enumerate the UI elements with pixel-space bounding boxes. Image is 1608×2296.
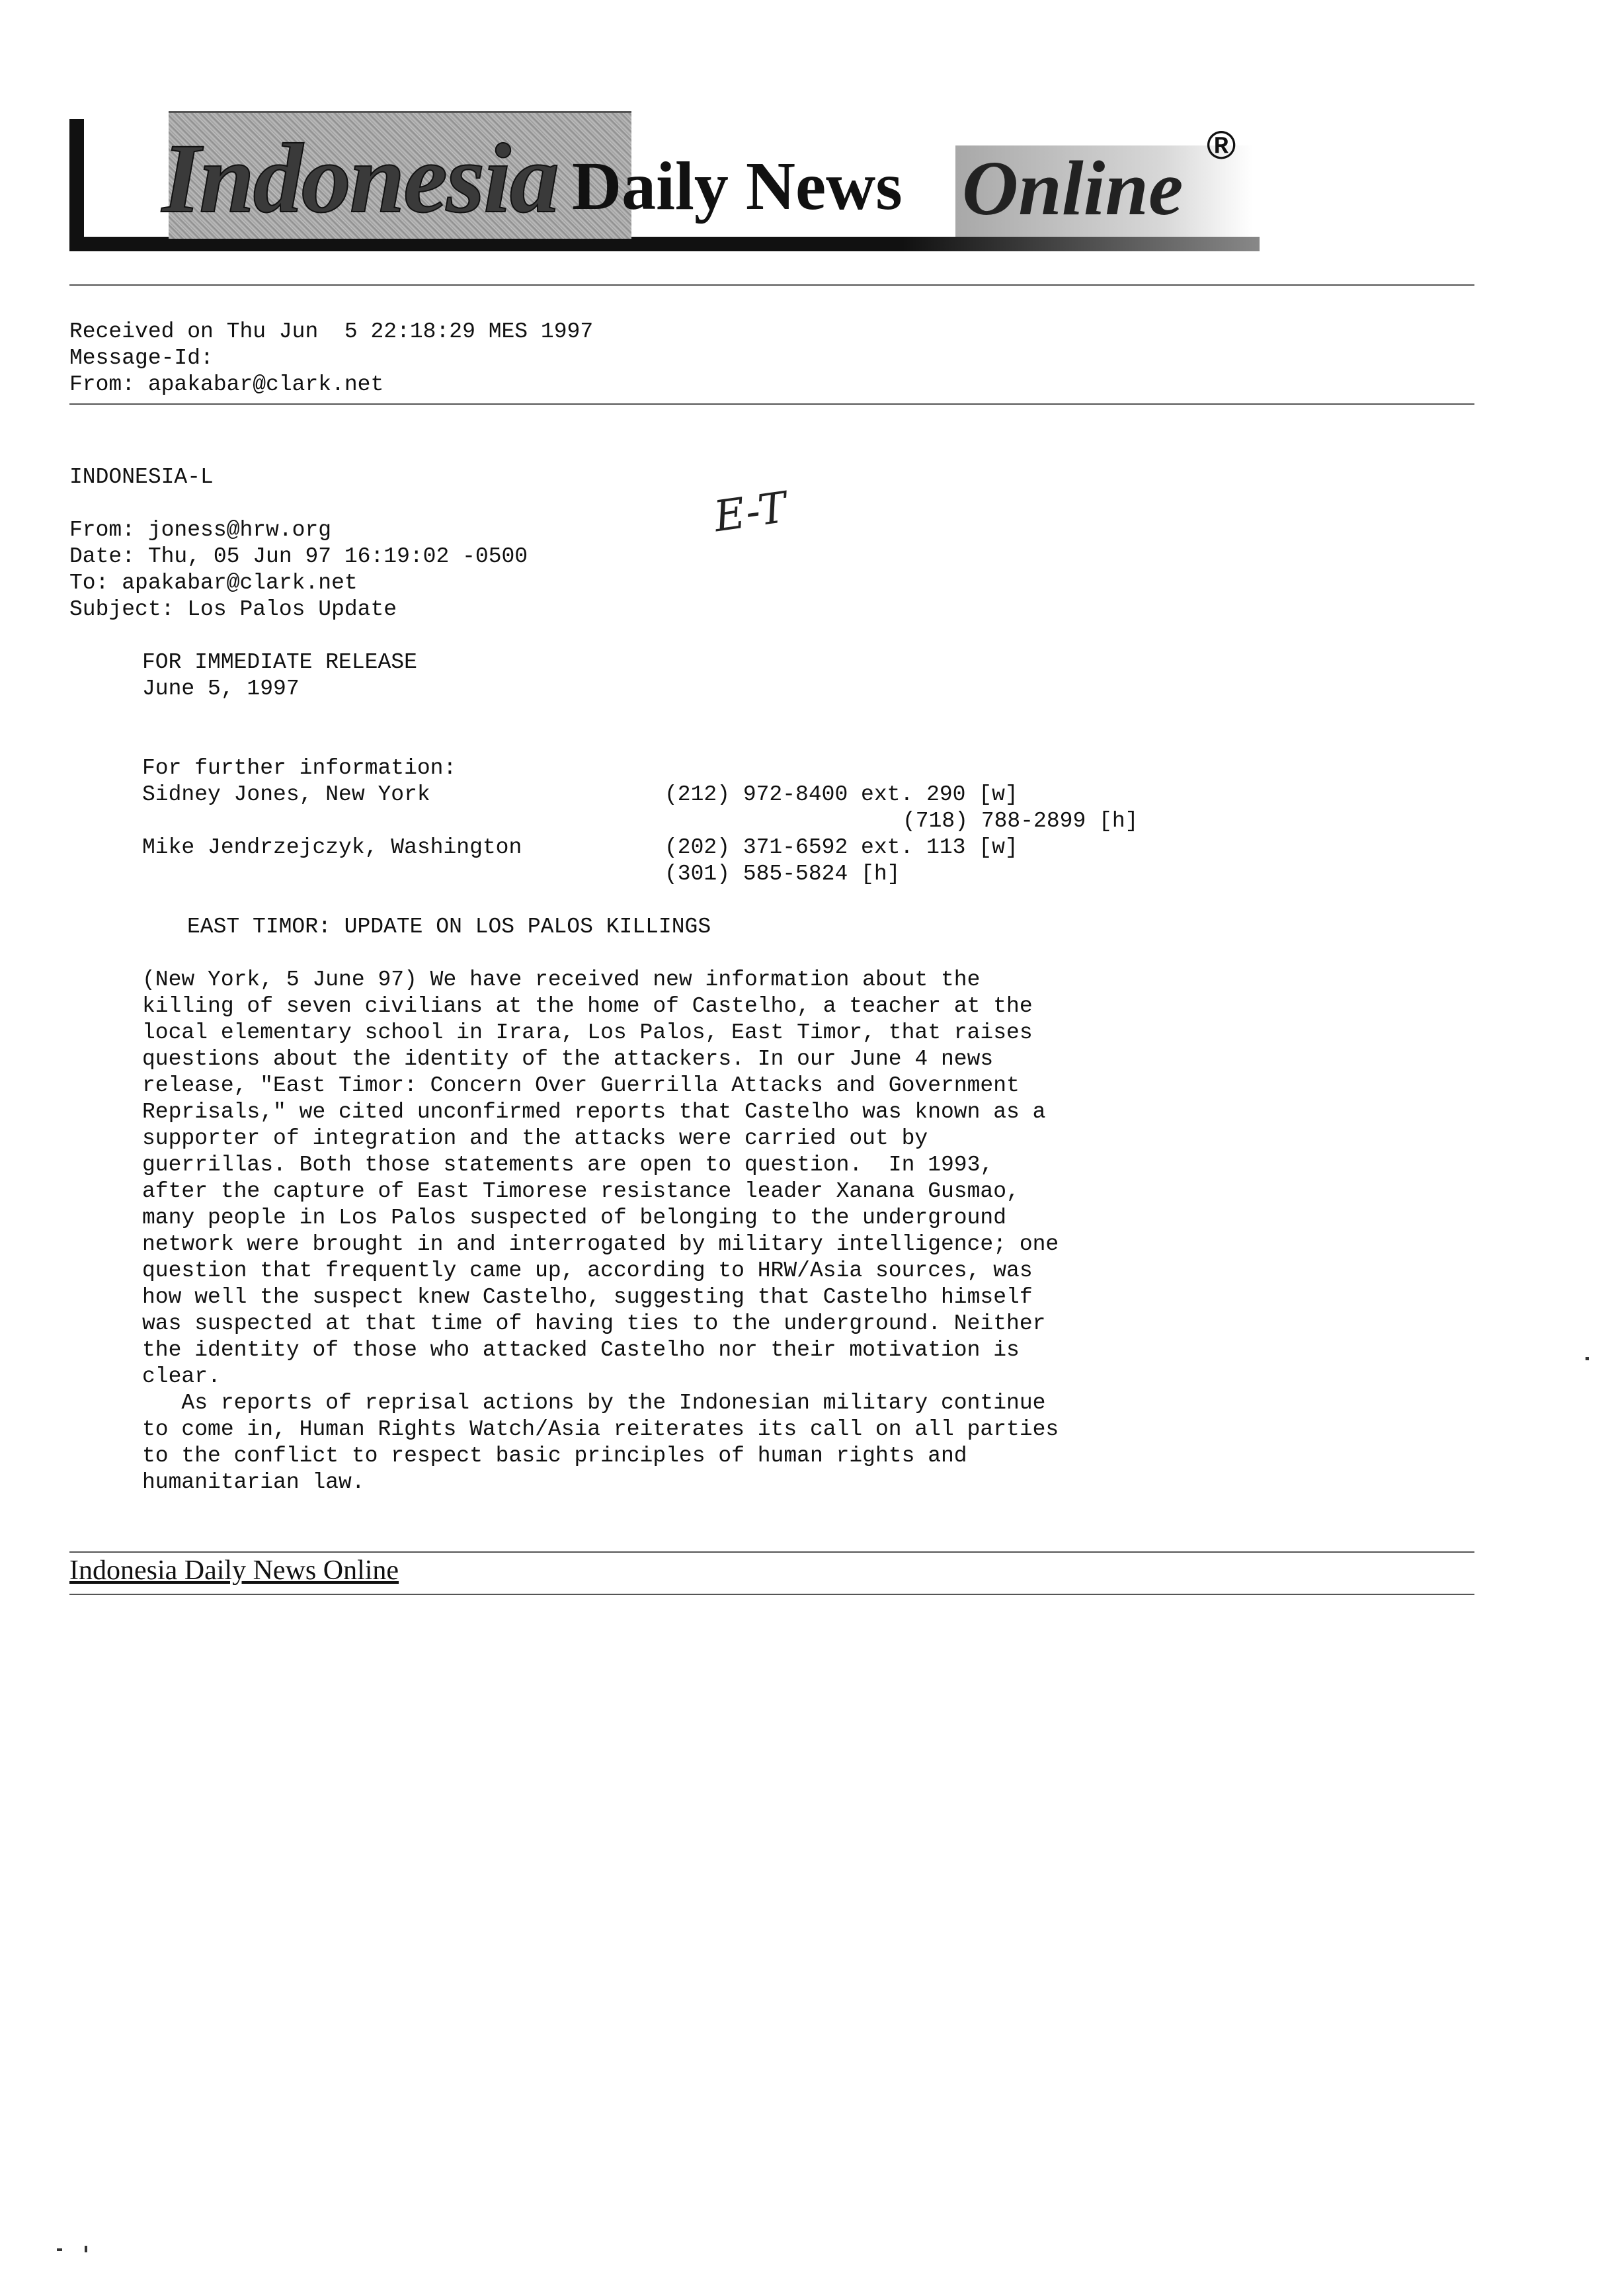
list-name: INDONESIA-L: [69, 465, 214, 489]
banner-base-bar: [69, 237, 1260, 251]
email-subject: Subject: Los Palos Update: [69, 597, 397, 622]
footer-top-rule: [69, 1551, 1474, 1553]
body-line: questions about the identity of the attackers. In our June 4 news: [142, 1047, 994, 1071]
body-line: the identity of those who attacked Castelho nor their motivation is: [142, 1338, 1020, 1362]
from-header-line: From: apakabar@clark.net: [69, 372, 384, 397]
email-from: From: joness@hrw.org: [69, 518, 332, 542]
body-line: killing of seven civilians at the home of Castelho, a teacher at the: [142, 994, 1033, 1018]
email-date: Date: Thu, 05 Jun 97 16:19:02 -0500: [69, 544, 528, 569]
body-line: how well the suspect knew Castelho, suggesting that Castelho himself: [142, 1285, 1033, 1309]
footer-home-link[interactable]: Indonesia Daily News Online: [69, 1555, 399, 1586]
banner-online-word: Online: [962, 145, 1184, 231]
banner-brand-text: Daily News: [572, 148, 903, 224]
body-line: Reprisals," we cited unconfirmed reports that Castelho was known as a: [142, 1100, 1046, 1124]
scan-speck: [85, 2246, 87, 2252]
body-line: network were brought in and interrogated by military intelligence; one: [142, 1232, 1059, 1256]
body-line: local elementary school in Irara, Los Palos, East Timor, that raises: [142, 1020, 1033, 1045]
body-line: question that frequently came up, according to HRW/Asia sources, was: [142, 1258, 1033, 1283]
header-rule: [69, 403, 1474, 405]
article-title: EAST TIMOR: UPDATE ON LOS PALOS KILLINGS: [187, 915, 711, 939]
body-line: supporter of integration and the attacks were carried out by: [142, 1126, 928, 1151]
body-line: to come in, Human Rights Watch/Asia reiterates its call on all parties: [142, 1417, 1059, 1442]
body-line: (New York, 5 June 97) We have received new information about the: [142, 967, 981, 992]
top-rule: [69, 284, 1474, 286]
contact-sidney-phone-w: (212) 972-8400 ext. 290 [w]: [664, 782, 1018, 807]
handwritten-note: E-T: [711, 483, 790, 542]
contact-sidney-phone-h: (718) 788-2899 [h]: [903, 809, 1139, 833]
masthead-banner: [69, 106, 1260, 258]
contact-mike-name: Mike Jendrzejczyk, Washington: [142, 835, 522, 860]
banner-script-word: Indonesia: [162, 124, 558, 233]
email-to: To: apakabar@clark.net: [69, 571, 358, 595]
release-date: June 5, 1997: [142, 676, 300, 701]
body-line: clear.: [142, 1364, 221, 1389]
body-line: As reports of reprisal actions by the Indonesian military continue: [142, 1391, 1046, 1415]
contact-sidney-name: Sidney Jones, New York: [142, 782, 430, 807]
body-line: many people in Los Palos suspected of belonging to the underground: [142, 1206, 1007, 1230]
scan-speck: [1586, 1357, 1589, 1360]
contact-mike-phone-h: (301) 585-5824 [h]: [664, 862, 901, 886]
contacts-heading: For further information:: [142, 756, 457, 780]
body-line: humanitarian law.: [142, 1470, 365, 1495]
registered-mark: ®: [1207, 123, 1236, 167]
message-id-line: Message-Id:: [69, 346, 214, 370]
scan-speck: [57, 2248, 62, 2251]
banner-left-bar: [69, 119, 84, 251]
release-line-1: FOR IMMEDIATE RELEASE: [142, 650, 417, 675]
footer-bottom-rule: [69, 1594, 1474, 1595]
body-line: guerrillas. Both those statements are open to question. In 1993,: [142, 1153, 994, 1177]
body-line: to the conflict to respect basic principles of human rights and: [142, 1444, 967, 1468]
body-line: after the capture of East Timorese resistance leader Xanana Gusmao,: [142, 1179, 1020, 1204]
body-line: was suspected at that time of having ties to the underground. Neither: [142, 1311, 1046, 1336]
contact-mike-phone-w: (202) 371-6592 ext. 113 [w]: [664, 835, 1018, 860]
received-line: Received on Thu Jun 5 22:18:29 MES 1997: [69, 319, 594, 344]
body-line: release, "East Timor: Concern Over Guerrilla Attacks and Government: [142, 1073, 1020, 1098]
